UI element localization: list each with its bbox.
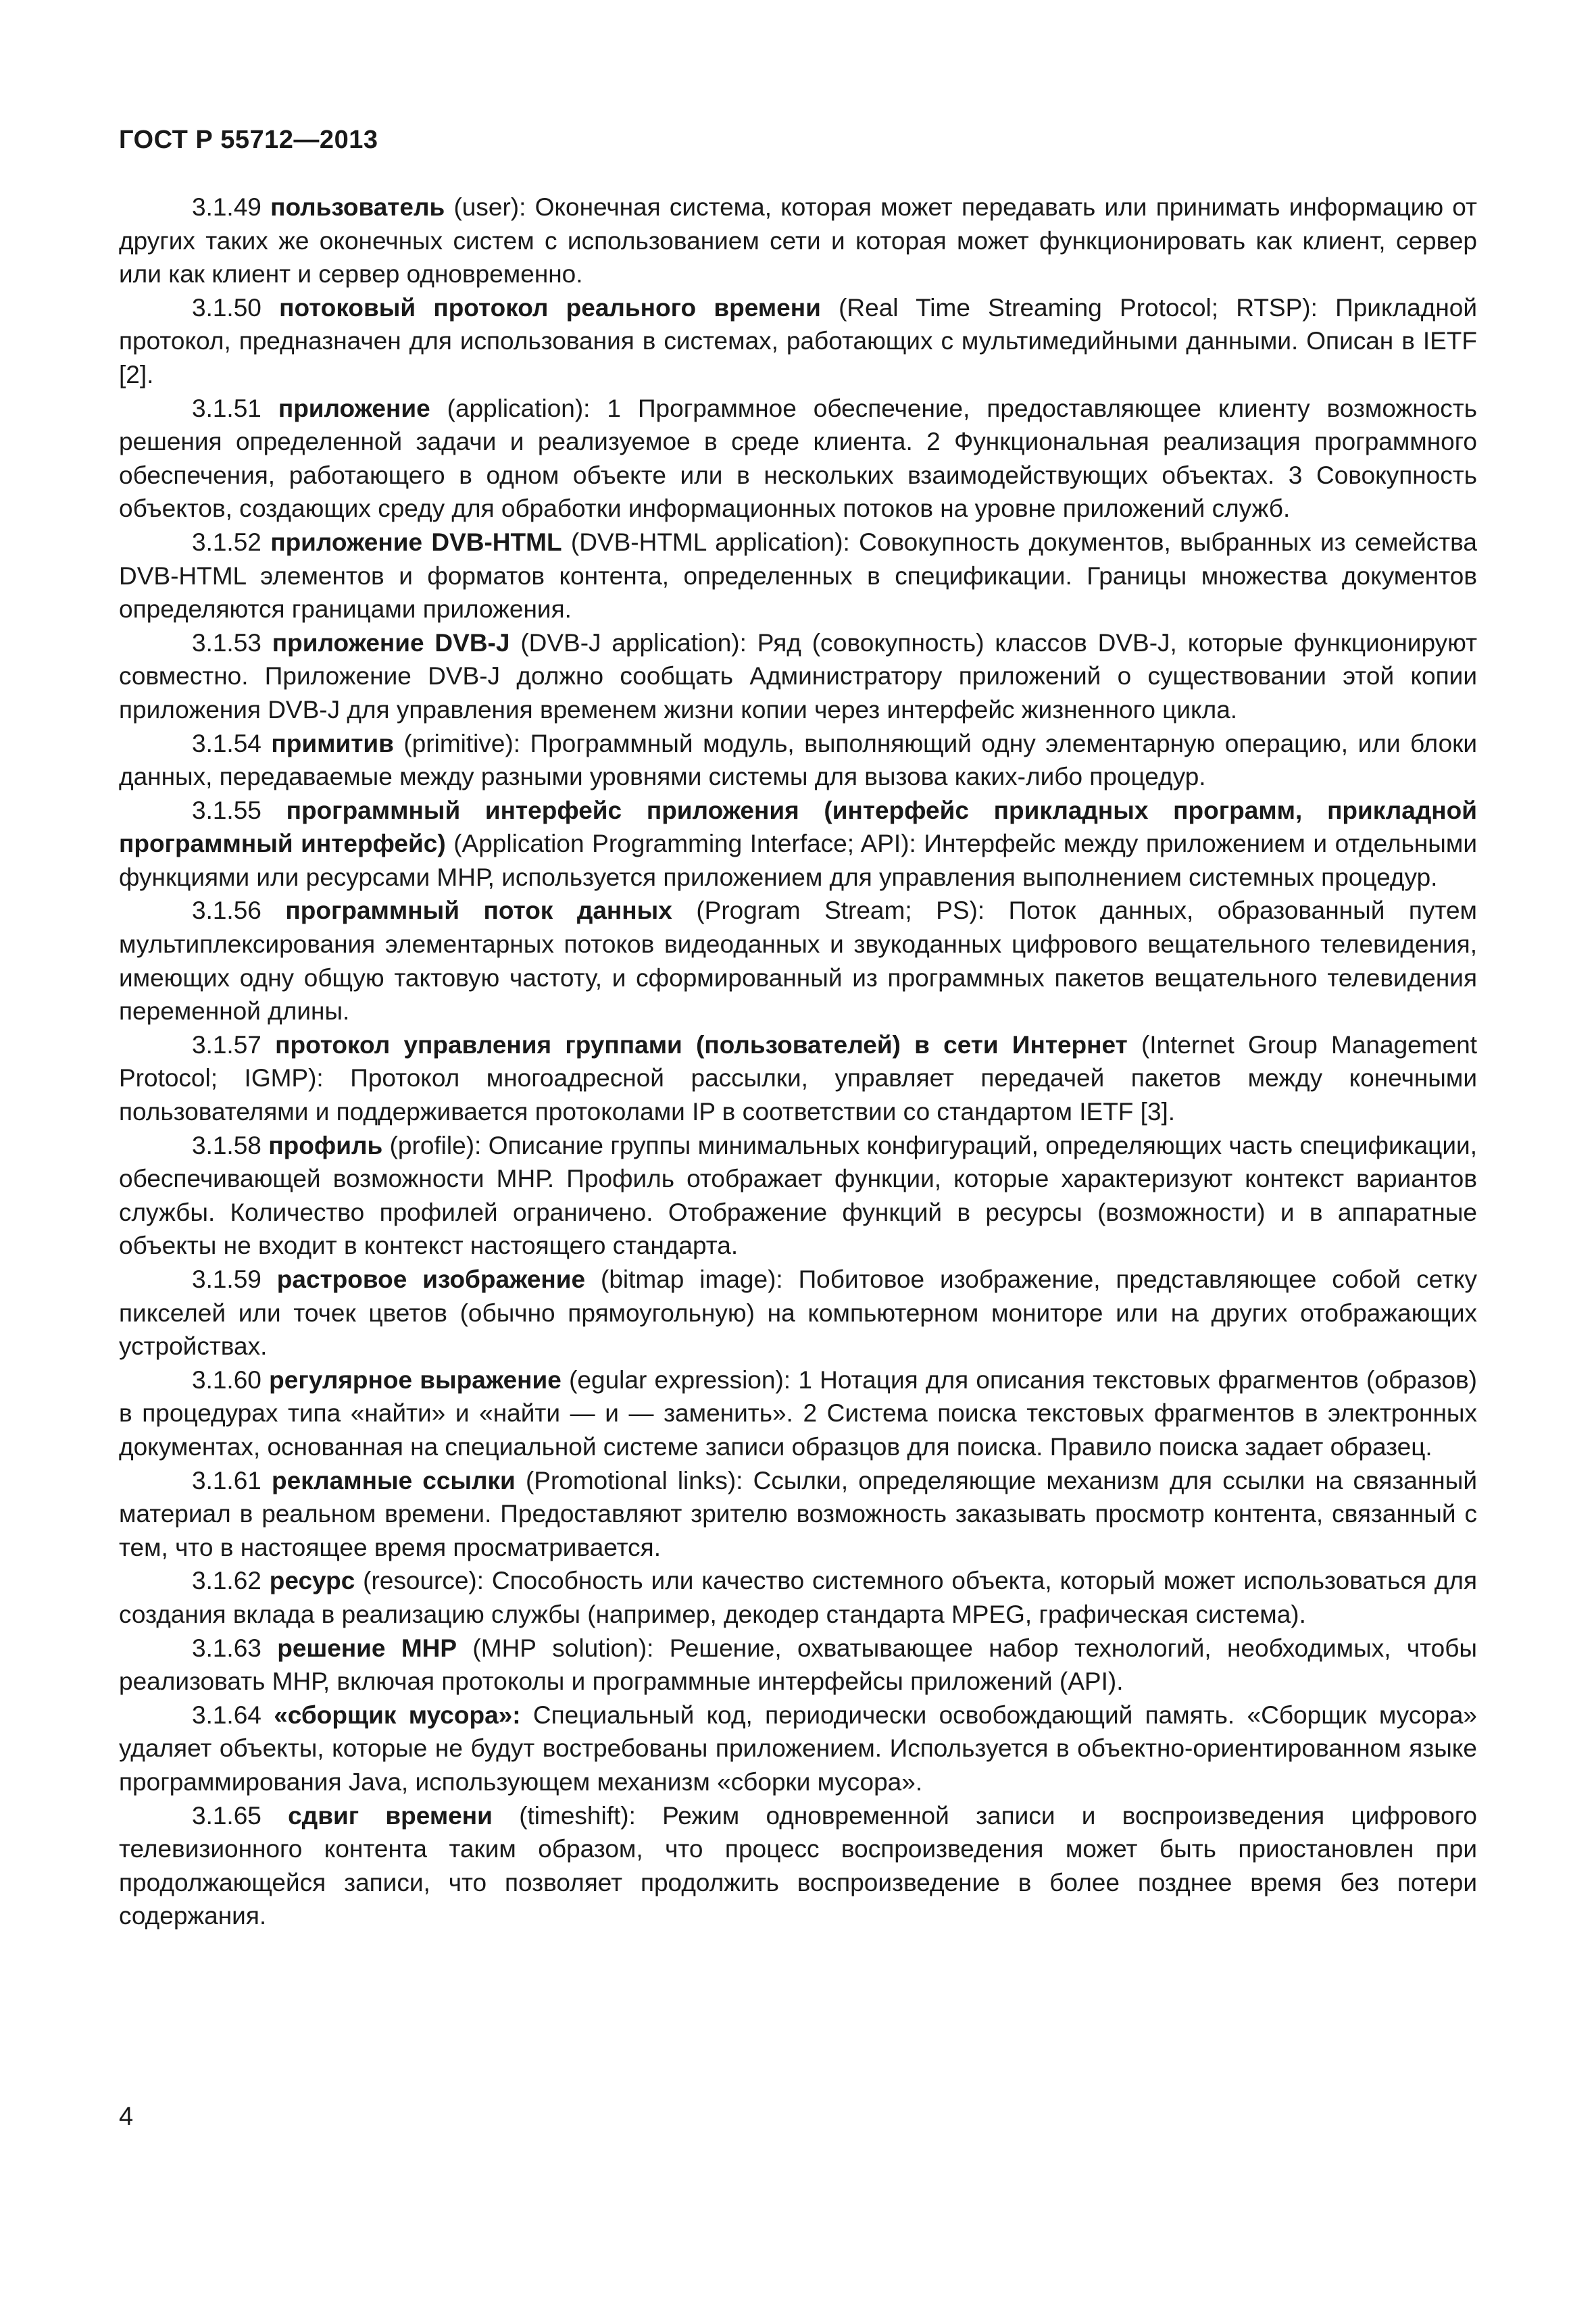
entry-term: протокол управления группами (пользователей) в сети Интернет xyxy=(275,1030,1128,1059)
entry-term: программный интерфейс приложения (интерфейс прикладных программ, прикладной программный интерфейс) xyxy=(119,796,1477,858)
entry-term: пользователь xyxy=(270,193,445,221)
entry-definition: (Internet Group Management Protocol; IGMP): Протокол многоадресной рассылки, управляет передачей пакетов между конечными пользователями и поддерживается протоколами IP в соответствии со стандартом IETF [3]. xyxy=(119,1030,1478,1126)
entry-definition: (Program Stream; PS): Поток данных, образованный путем мультиплексирования элементарных потоков видеоданных и звукоданных цифрового вещательного телевидения, имеющих одну общую тактовую частоту, и сформированный из программных пакетов вещательного телевидения переменной длины. xyxy=(119,897,1477,1026)
entry-term: профиль xyxy=(268,1131,383,1159)
definition-entry xyxy=(119,1799,1477,1933)
entry-definition: (egular expression): 1 Нотация для описания текстовых фрагментов (образов) в процедурах типа «найти» и «найти — и — заменить». 2 Система поиска текстовых фрагментов в электронных документах, основанная на специальной системе записи образцов для поиска. Правило поиска задает образец. xyxy=(119,1365,1477,1461)
entry-number: 3.1.60 xyxy=(192,1365,261,1394)
entry-term: потоковый протокол реального времени xyxy=(279,293,821,322)
entry-definition: (primitive): Программный модуль, выполняющий одну элементарную операцию, или блоки данных, передаваемые между разными уровнями системы для вызова каких-либо процедур. xyxy=(119,729,1477,791)
entry-definition: (profile): Описание группы минимальных конфигураций, определяющих часть спецификации, обеспечивающей возможности МНР. Профиль отображает функции, которые характеризуют контекст вариантов службы. Количество профилей ограничено. Отображение функций в ресурсы (возможности) и в аппаратные объекты не входит в контекст настоящего стандарта. xyxy=(119,1131,1477,1260)
definition-entry xyxy=(119,1564,1477,1631)
entry-definition: (Promotional links): Ссылки, определяющие механизм для ссылки на связанный материал в реальном времени. Предоставляют зрителю возможность заказывать просмотр контента, связанный с тем, что в настоящее время просматривается. xyxy=(119,1466,1477,1561)
entry-definition: (DVB-HTML application): Совокупность документов, выбранных из семейства DVB-HTML элементов и форматов контента, определенных в спецификации. Границы множества документов определяются границами приложения. xyxy=(119,528,1477,624)
entry-term: регулярное выражение xyxy=(269,1365,562,1394)
entry-number: 3.1.58 xyxy=(192,1131,261,1159)
entry-definition: Специальный код, периодически освобождающий память. «Сборщик мусора» удаляет объекты, которые не будут востребованы приложением. Используется в объектно-ориентированном языке программирования Java, использующем механизм «сборки мусора». xyxy=(119,1701,1477,1796)
definition-entry xyxy=(119,291,1477,392)
definition-entry xyxy=(119,526,1477,626)
definition-entry xyxy=(119,1129,1477,1263)
entry-definition: (user): Оконечная система, которая может передавать или принимать информацию от других таких же оконечных систем с использованием сети и которая может функционировать как клиент, сервер или как клиент и сервер одновременно. xyxy=(119,193,1478,288)
definition-entry xyxy=(119,894,1477,1028)
entry-number: 3.1.57 xyxy=(192,1030,261,1059)
entry-term: ресурс xyxy=(269,1567,355,1595)
entry-number: 3.1.50 xyxy=(192,293,261,322)
definition-entry xyxy=(119,1028,1477,1129)
entry-term: приложение DVB-HTML xyxy=(270,528,562,556)
definition-entry xyxy=(119,1263,1477,1363)
entry-number: 3.1.62 xyxy=(192,1567,261,1595)
entry-number: 3.1.53 xyxy=(192,628,261,657)
entry-term: «сборщик мусора»: xyxy=(274,1701,521,1729)
entry-number: 3.1.63 xyxy=(192,1634,261,1662)
definition-entry xyxy=(119,626,1477,727)
entry-number: 3.1.64 xyxy=(192,1701,261,1729)
entry-number: 3.1.54 xyxy=(192,729,261,757)
entry-number: 3.1.59 xyxy=(192,1265,261,1293)
entry-term: решение МНР xyxy=(277,1634,457,1662)
entry-term: приложение DVB-J xyxy=(272,628,510,657)
definition-entry xyxy=(119,1699,1477,1799)
definition-entry xyxy=(119,1464,1477,1565)
entry-definition: (application): 1 Программное обеспечение, предоставляющее клиенту возможность решения определенной задачи и реализуемое в среде клиента. 2 Функциональная реализация программного обеспечения, работающего в одном объекте или в нескольких взаимодействующих объектах. 3 Совокупность объектов, создающих среду для обработки информационных потоков на уровне приложений служб. xyxy=(119,394,1478,523)
page-number: 4 xyxy=(119,2103,134,2131)
entry-definition: (DVB-J application): Ряд (совокупность) классов DVB-J, которые функционируют совместно. Приложение DVB-J должно сообщать Администратору приложений о существовании этой копии приложения DVB-J для управления временем жизни копии через интерфейс жизненного цикла. xyxy=(119,628,1478,724)
entry-term: примитив xyxy=(271,729,394,757)
entry-number: 3.1.52 xyxy=(192,528,261,556)
entry-number: 3.1.61 xyxy=(192,1466,261,1494)
entry-number: 3.1.55 xyxy=(192,796,261,824)
entry-definition: (Real Time Streaming Protocol; RTSP): Прикладной протокол, предназначен для использования в системах, работающих с мультимедийными данными. Описан в IETF [2]. xyxy=(119,293,1478,388)
entry-term: сдвиг времени xyxy=(288,1801,493,1830)
entry-definition: (bitmap image): Побитовое изображение, представляющее собой сетку пикселей или точек цветов (обычно прямоугольную) на компьютерном мониторе или на других отображающих устройствах. xyxy=(119,1265,1477,1361)
definitions-list xyxy=(119,191,1477,1933)
entry-number: 3.1.51 xyxy=(192,394,261,422)
entry-term: программный поток данных xyxy=(285,897,672,925)
entry-definition: (МНР solution): Решение, охватывающее набор технологий, необходимых, чтобы реализовать МНР, включая протоколы и программные интерфейсы приложений (API). xyxy=(119,1634,1478,1696)
definition-entry xyxy=(119,727,1477,794)
entry-number: 3.1.56 xyxy=(192,897,261,925)
entry-term: растровое изображение xyxy=(276,1265,586,1293)
entry-number: 3.1.49 xyxy=(192,193,261,221)
entry-definition: (Application Programming Interface; API): Интерфейс между приложением и отдельными функциями или ресурсами МНР, используется приложением для управления выполнением системных процедур. xyxy=(119,830,1478,891)
entry-number: 3.1.65 xyxy=(192,1801,261,1830)
definition-entry xyxy=(119,1363,1477,1464)
definition-entry xyxy=(119,794,1477,895)
definition-entry xyxy=(119,191,1477,291)
entry-definition: (resource): Способность или качество системного объекта, который может использоваться для создания вклада в реализацию службы (например, декодер стандарта MPEG, графическая система). xyxy=(119,1567,1478,1628)
definition-entry xyxy=(119,1632,1477,1699)
entry-definition: (timeshift): Режим одновременной записи и воспроизведения цифрового телевизионного контента таким образом, что процесс воспроизведения может быть приостановлен при продолжающейся записи, что позволяет продолжить воспроизведение в более позднее время без потери содержания. xyxy=(119,1801,1477,1930)
entry-term: приложение xyxy=(278,394,430,422)
document-header: ГОСТ Р 55712—2013 xyxy=(119,126,378,154)
definition-entry xyxy=(119,392,1477,526)
entry-term: рекламные ссылки xyxy=(272,1466,516,1494)
